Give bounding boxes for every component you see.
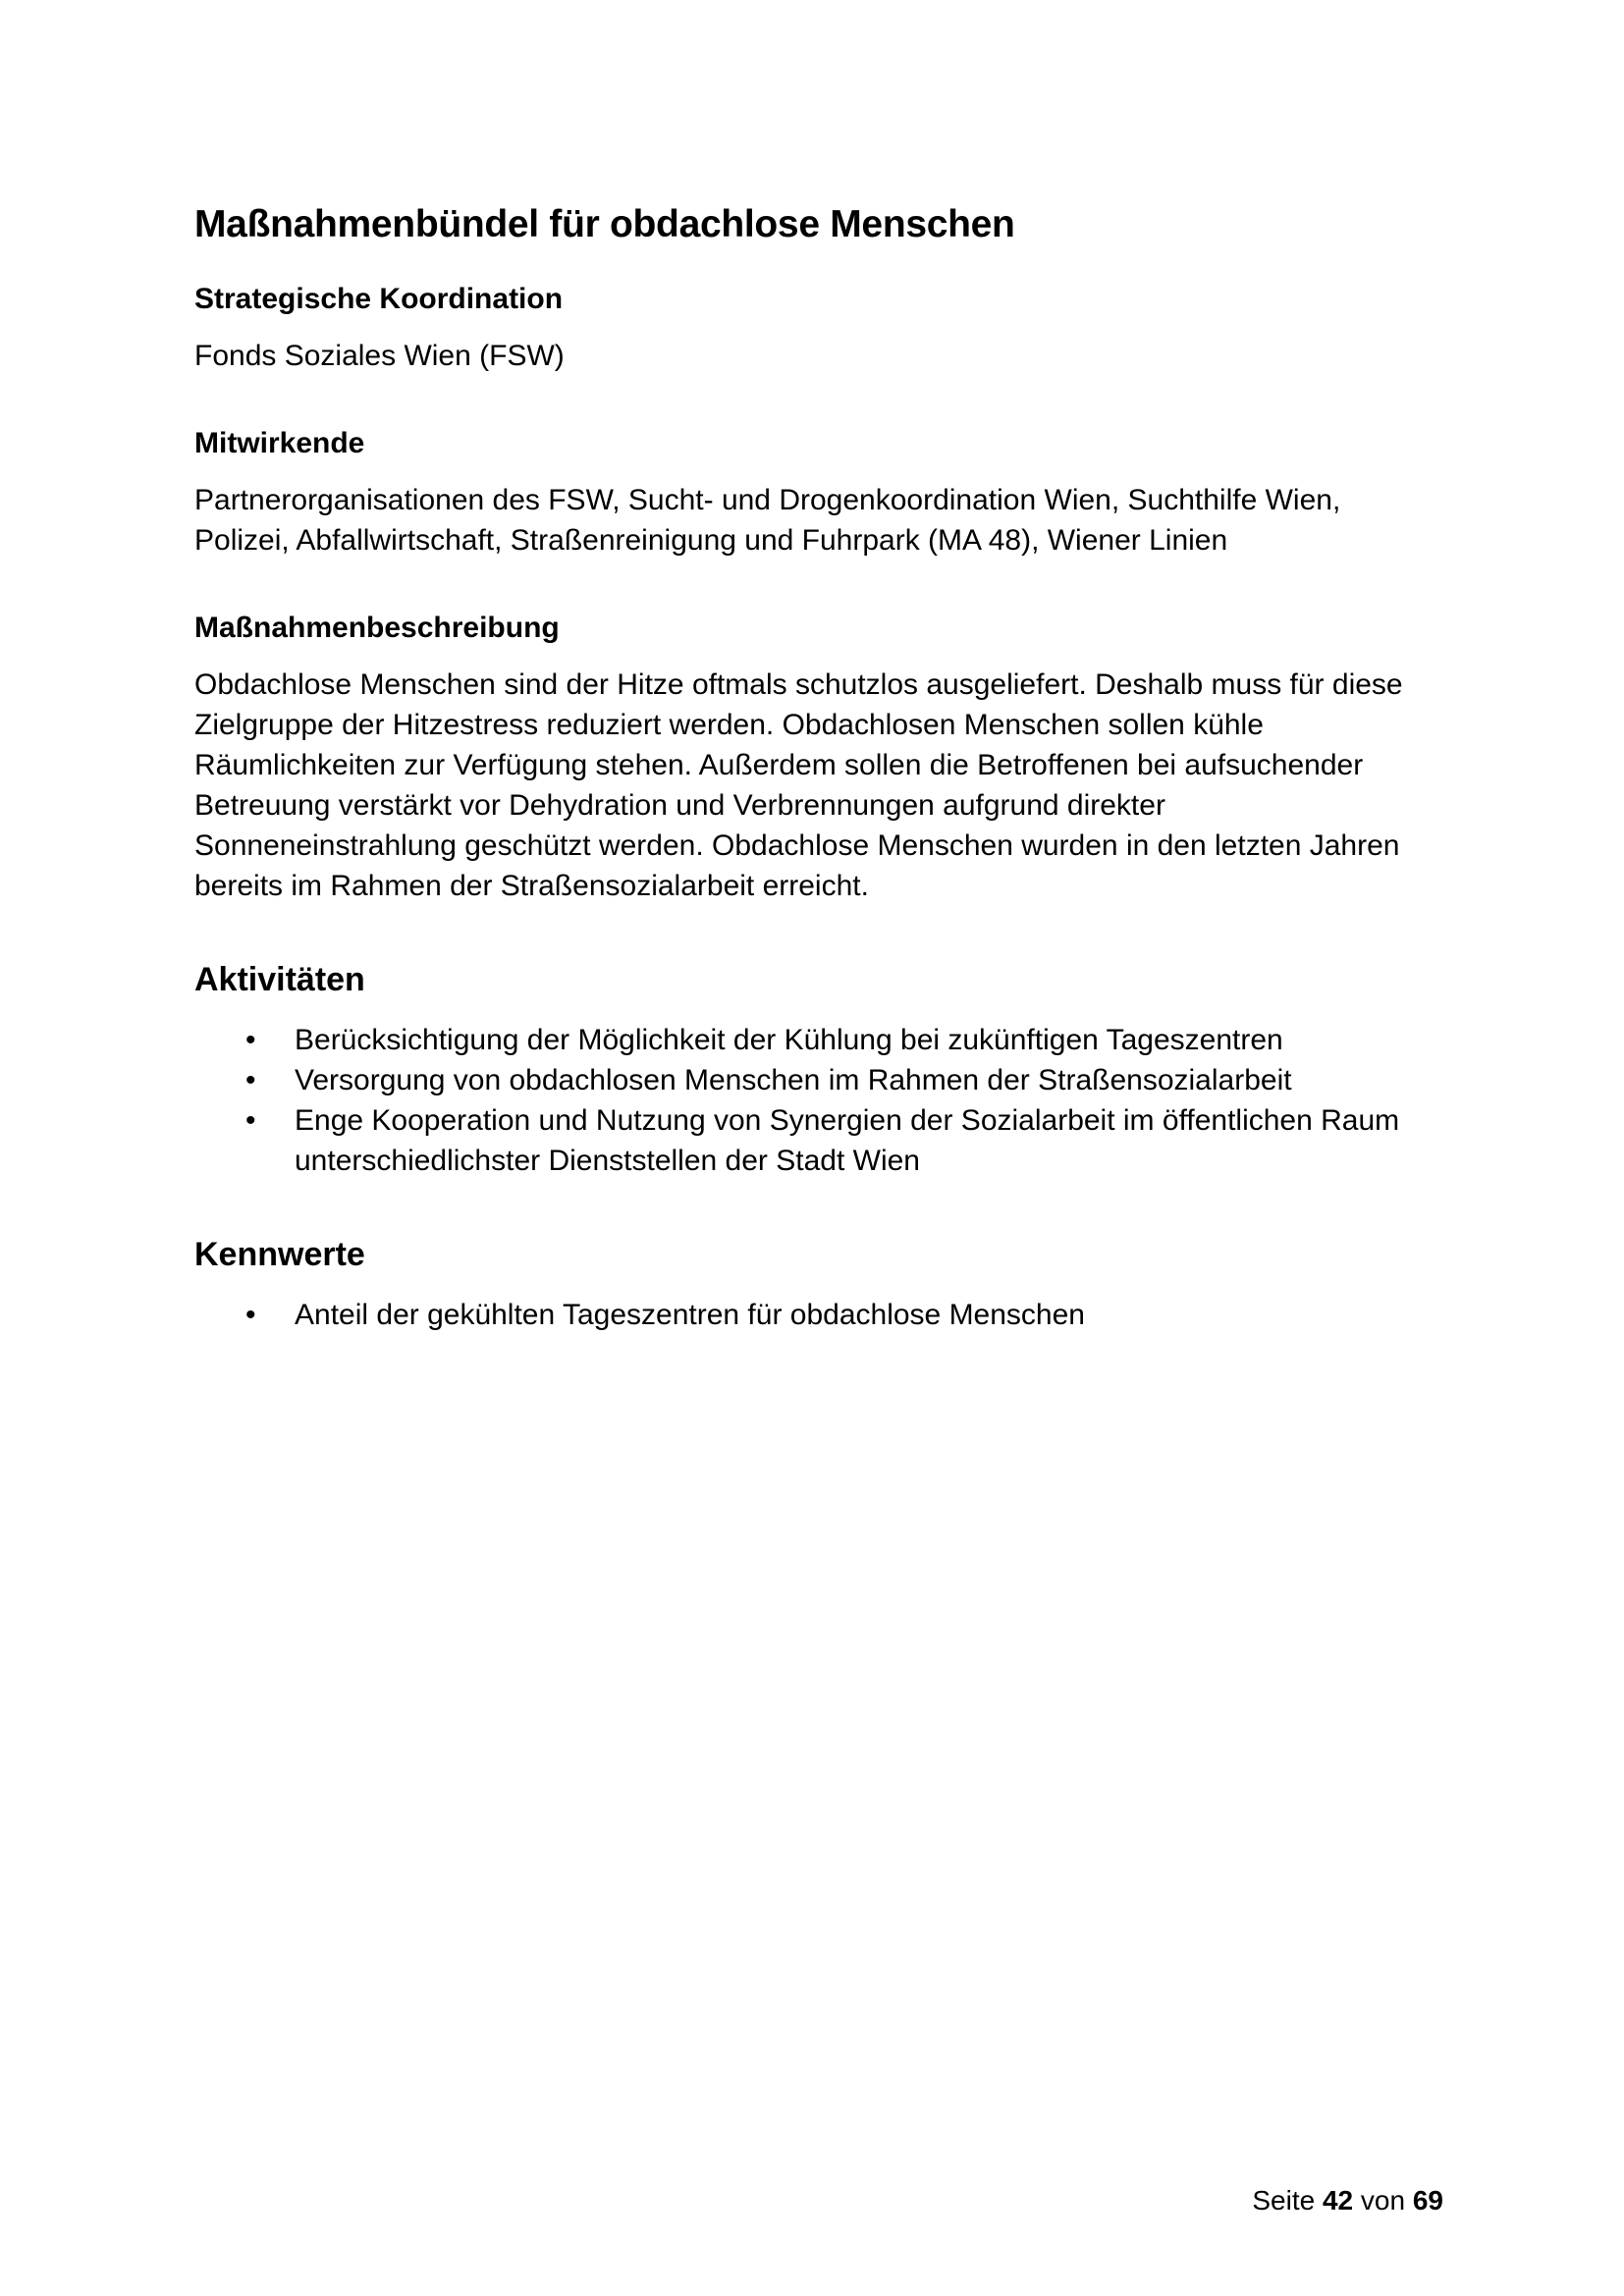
strategic-text: Fonds Soziales Wien (FSW): [194, 340, 565, 372]
page-title: Maßnahmenbündel für obdachlose Menschen: [194, 203, 1015, 245]
list-item-text: Anteil der gekühlten Tageszentren für obdachlose Menschen: [295, 1299, 1085, 1331]
description-line: Betreuung verstärkt vor Dehydration und Verbrennungen aufgrund direkter: [194, 789, 1165, 822]
description-line: Obdachlose Menschen sind der Hitze oftmals schutzlos ausgeliefert. Deshalb muss für diese: [194, 668, 1403, 701]
activities-list: [194, 1020, 1432, 1181]
list-item-text: Enge Kooperation und Nutzung von Synergien der Sozialarbeit im öffentlichen Raum: [295, 1104, 1400, 1137]
list-item: [245, 1020, 1432, 1060]
description-heading: Maßnahmenbeschreibung: [194, 612, 560, 644]
contributors-heading: Mitwirkende: [194, 427, 365, 459]
footer-current-page: 42: [1322, 2185, 1354, 2216]
list-item-text: Versorgung von obdachlosen Menschen im Rahmen der Straßensozialarbeit: [295, 1064, 1292, 1096]
description-line: bereits im Rahmen der Straßensozialarbeit erreicht.: [194, 870, 869, 902]
footer-middle: von: [1360, 2185, 1406, 2216]
activities-heading: Aktivitäten: [194, 961, 365, 998]
footer-prefix: Seite: [1252, 2185, 1316, 2216]
description-line: Räumlichkeiten zur Verfügung stehen. Außerdem sollen die Betroffenen bei aufsuchender: [194, 749, 1364, 781]
list-item: [245, 1060, 1432, 1100]
bullet-icon: •: [245, 1064, 256, 1096]
contributors-text: [194, 480, 1432, 561]
indicators-list: [194, 1295, 1432, 1335]
contributors-line: Polizei, Abfallwirtschaft, Straßenreinigung und Fuhrpark (MA 48), Wiener Linien: [194, 524, 1228, 557]
bullet-icon: •: [245, 1024, 256, 1056]
description-line: Sonneneinstrahlung geschützt werden. Obdachlose Menschen wurden in den letzten Jahren: [194, 829, 1400, 862]
footer-total-pages: 69: [1412, 2185, 1443, 2216]
list-item-text: unterschiedlichster Dienststellen der Stadt Wien: [295, 1145, 920, 1177]
description-line: Zielgruppe der Hitzestress reduziert werden. Obdachlosen Menschen sollen kühle: [194, 709, 1264, 741]
page-number-footer: [1252, 2183, 1443, 2218]
contributors-line: Partnerorganisationen des FSW, Sucht- und Drogenkoordination Wien, Suchthilfe Wien,: [194, 484, 1341, 516]
strategic-heading: Strategische Koordination: [194, 283, 564, 315]
bullet-icon: •: [245, 1104, 256, 1137]
description-text: [194, 665, 1432, 906]
bullet-icon: •: [245, 1299, 256, 1331]
list-item: [245, 1295, 1432, 1335]
indicators-heading: Kennwerte: [194, 1236, 365, 1273]
document-page: [194, 196, 1432, 1335]
list-item-text: Berücksichtigung der Möglichkeit der Kühlung bei zukünftigen Tageszentren: [295, 1024, 1283, 1056]
list-item: [245, 1100, 1432, 1181]
